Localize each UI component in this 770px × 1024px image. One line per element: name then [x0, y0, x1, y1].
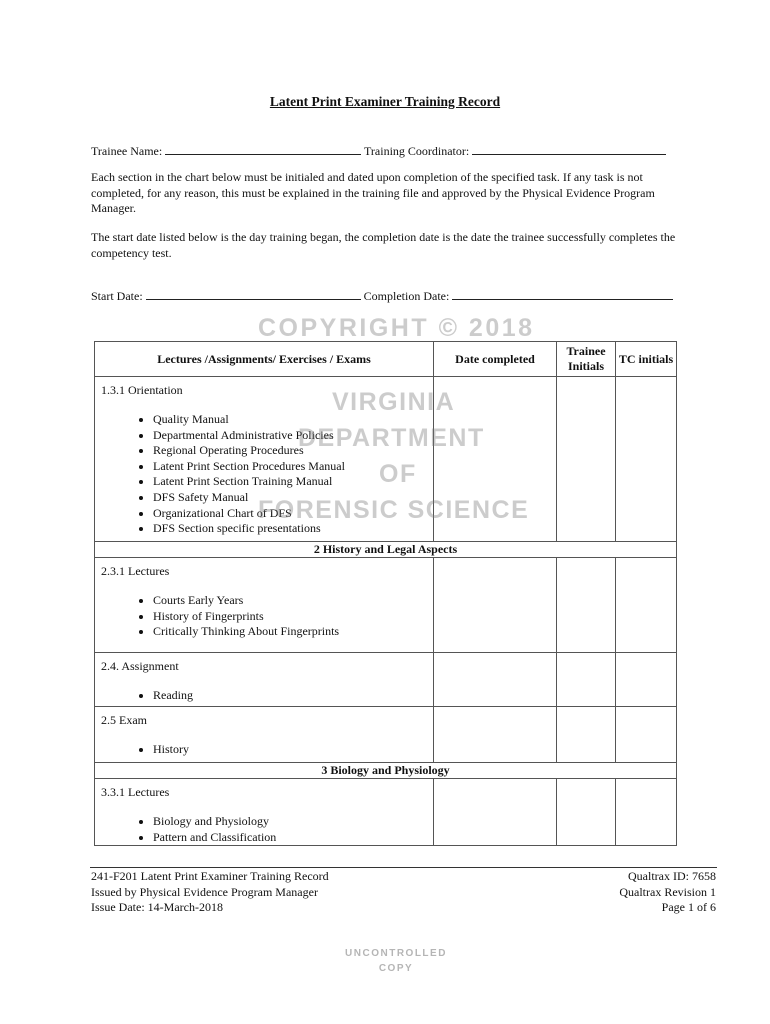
s2-assignment-list: [101, 688, 433, 704]
instructions-paragraph: Each section in the chart below must be initialed and dated upon completion of the specified task. If any task is not completed, for any reason, this must be explained in the training file and approved by the Physical Evidence Program Manager.: [91, 170, 655, 216]
list-item: • Regional Operating Procedures: [153, 443, 433, 459]
list-item: • Critically Thinking About Fingerprints: [153, 624, 433, 640]
footer-form-title: 241-F201 Latent Print Examiner Training Record: [91, 869, 329, 883]
start-date-label: Start Date:: [91, 289, 143, 303]
table-row: [95, 653, 677, 707]
dates-row: [91, 286, 673, 304]
footer-issuer: Issued by Physical Evidence Program Manager: [91, 884, 318, 899]
copy-line: COPY: [378, 963, 414, 974]
tc-initials-cell[interactable]: [616, 707, 677, 763]
completion-date-line[interactable]: [452, 286, 673, 300]
list-item: • Reading: [153, 688, 433, 704]
tc-initials-cell[interactable]: [616, 653, 677, 707]
list-item: • Latent Print Section Procedures Manual: [153, 459, 433, 475]
list-item: • Biology and Physiology: [153, 814, 433, 830]
date-completed-cell[interactable]: [434, 707, 557, 763]
list-item: • Departmental Administrative Policies: [153, 428, 433, 444]
footer-qualtrax-revision: Qualtrax Revision 1: [619, 884, 716, 899]
trainee-name-row: [91, 141, 666, 159]
table-row: [95, 707, 677, 763]
trainee-initials-cell[interactable]: [557, 779, 616, 846]
footer-qualtrax-id: Qualtrax ID: 7658: [628, 869, 716, 883]
list-item: • Courts Early Years: [153, 593, 433, 609]
footer-right: [619, 869, 716, 916]
document-title: Latent Print Examiner Training Record: [269, 94, 501, 109]
s2-assignment-cell: [95, 653, 434, 707]
list-item: • Latent Print Section Training Manual: [153, 474, 433, 490]
trainee-name-line[interactable]: [165, 141, 361, 155]
dates-paragraph: The start date listed below is the day training began, the completion date is the date the trainee successfully completes the competency test.: [91, 230, 676, 260]
trainee-initials-cell[interactable]: [557, 707, 616, 763]
section-2-heading: 2 History and Legal Aspects: [95, 542, 677, 558]
s3-lectures-list: [101, 814, 433, 845]
s2-exam-cell: [95, 707, 434, 763]
watermark-line: VIRGINIA: [332, 388, 456, 416]
trainee-initials-cell[interactable]: [557, 558, 616, 653]
list-item: • DFS Section specific presentations: [153, 521, 433, 537]
start-date-line[interactable]: [146, 286, 361, 300]
copyright-watermark: COPYRIGHT © 2018: [258, 314, 535, 342]
training-coordinator-line[interactable]: [472, 141, 666, 155]
footer-issue-date: Issue Date: 14-March-2018: [91, 900, 223, 915]
section-header-row: [95, 763, 677, 779]
s2-assignment-heading: 2.4. Assignment: [101, 659, 179, 673]
tc-initials-cell[interactable]: [616, 779, 677, 846]
list-item: • History: [153, 742, 433, 758]
watermark-line: DEPARTMENT: [298, 424, 485, 452]
table-header-row: [95, 342, 677, 377]
tc-initials-cell[interactable]: [616, 377, 677, 542]
list-item: • DFS Safety Manual: [153, 490, 433, 506]
tasks-header: Lectures /Assignments/ Exercises / Exams: [95, 342, 434, 377]
uncontrolled-copy-stamp: [0, 946, 770, 976]
s2-exam-heading: 2.5 Exam: [101, 713, 147, 727]
s3-lectures-cell: [95, 779, 434, 846]
date-completed-header: Date completed: [434, 342, 557, 377]
footer-divider: [90, 867, 717, 868]
section-header-row: [95, 542, 677, 558]
training-coordinator-label: Training Coordinator:: [364, 144, 470, 158]
table-row: [95, 779, 677, 846]
footer-page-number: Page 1 of 6: [661, 900, 716, 915]
uncontrolled-line: UNCONTROLLED: [345, 948, 447, 959]
s2-lectures-list: [101, 593, 433, 640]
list-item: • Organizational Chart of DFS: [153, 506, 433, 522]
trainee-initials-header: Trainee Initials: [557, 342, 616, 377]
trainee-name-label: Trainee Name:: [91, 144, 163, 158]
date-completed-cell[interactable]: [434, 653, 557, 707]
trainee-initials-cell[interactable]: [557, 653, 616, 707]
date-completed-cell[interactable]: [434, 558, 557, 653]
s2-exam-list: [101, 742, 433, 758]
s2-lectures-cell: [95, 558, 434, 653]
watermark-line: FORENSIC SCIENCE: [258, 496, 530, 524]
tc-initials-cell[interactable]: [616, 558, 677, 653]
list-item: • History of Fingerprints: [153, 609, 433, 625]
watermark-line: OF: [379, 460, 417, 488]
table-row: [95, 558, 677, 653]
footer-left: [91, 869, 329, 916]
orientation-heading: 1.3.1 Orientation: [101, 383, 183, 397]
list-item: • Pattern and Classification: [153, 830, 433, 846]
s3-lectures-heading: 3.3.1 Lectures: [101, 785, 170, 799]
tc-initials-header: TC initials: [616, 342, 677, 377]
trainee-initials-cell[interactable]: [557, 377, 616, 542]
section-3-heading: 3 Biology and Physiology: [95, 763, 677, 779]
list-item: • Quality Manual: [153, 412, 433, 428]
date-completed-cell[interactable]: [434, 779, 557, 846]
s2-lectures-heading: 2.3.1 Lectures: [101, 564, 170, 578]
completion-date-label: Completion Date:: [363, 289, 450, 303]
